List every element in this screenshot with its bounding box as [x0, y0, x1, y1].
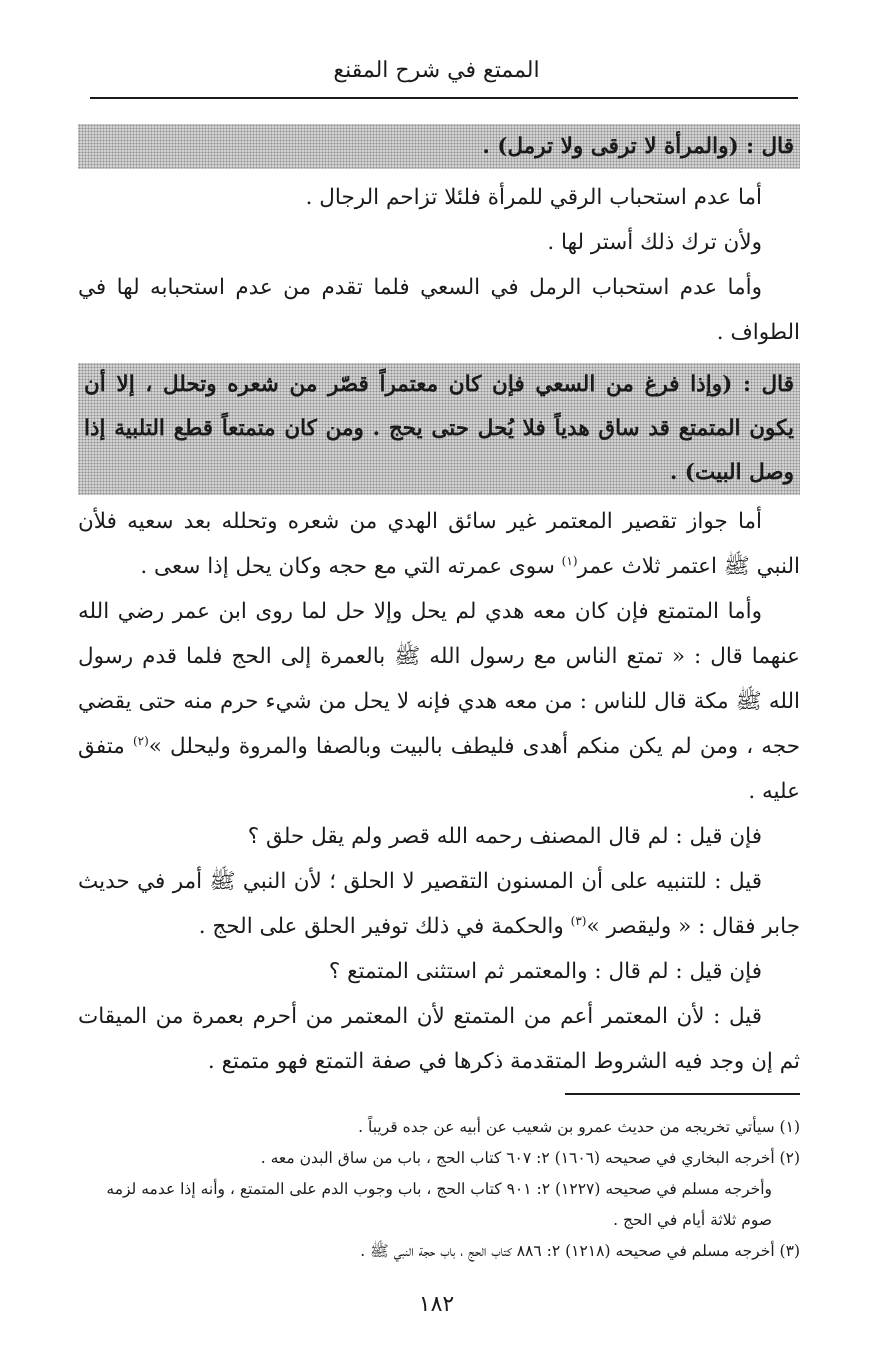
footnote-2-continued: وأخرجه مسلم في صحيحه (١٢٢٧) ٢: ٩٠١ كتاب الحج ، باب وجوب الدم على المتمتع ، وأنه إذا عدمه لزمه صوم ثلاثة أيام في الحج .	[106, 1180, 772, 1229]
paragraph-7-text-end: والحكمة في ذلك توفير الحلق على الحج .	[198, 914, 571, 939]
footnote-ref-1[interactable]: (١)	[561, 553, 578, 568]
paragraph-5-text: وأما المتمتع فإن كان معه هدي لم يحل وإلا حل لما روى ابن عمر رضي الله عنهما قال : « تمتع الناس مع رسول الله ﷺ بالعمرة إلى الحج فلما قدم رسول الله ﷺ مكة قال للناس : من معه هدي فإنه لا يحل من شيء حرم منه حتى يقضي حجه ، ومن لم يكن منكم أهدى فليطف بالبيت وبالصفا والمروة وليحلل »	[78, 599, 800, 759]
paragraph-1: أما عدم استحباب الرقي للمرأة فلئلا تزاحم الرجال .	[305, 185, 762, 210]
paragraph-4	[78, 499, 800, 589]
paragraph-6: فإن قيل : لم قال المصنف رحمه الله قصر ولم يقل حلق ؟	[247, 824, 762, 849]
footnote-1: (١) سيأتي تخريجه من حديث عمرو بن شعيب عن أبيه عن جده قريباً .	[358, 1118, 800, 1136]
footnote-2: (٢) أخرجه البخاري في صحيحه (١٦٠٦) ٢: ٦٠٧ كتاب الحج ، باب من ساق البدن معه .	[260, 1149, 800, 1167]
paragraph-2: ولأن ترك ذلك أستر لها .	[547, 230, 762, 255]
footnote-ref-2[interactable]: (٢)	[132, 733, 149, 748]
paragraph-5-text-end: متفق عليه .	[78, 734, 800, 804]
paragraph-7	[78, 859, 800, 949]
footnote-ref-3[interactable]: (٣)	[570, 913, 587, 928]
paragraph-4-text-end: سوى عمرته التي مع حجه وكان يحل إذا سعى .	[140, 554, 562, 579]
paragraph-9: قيل : لأن المعتمر أعم من المتمتع لأن المعتمر من أحرم بعمرة من الميقات ثم إن وجد فيه الشروط المتقدمة ذكرها في صفة التمتع فهو متمتع .	[78, 1004, 800, 1074]
header-rule	[90, 97, 798, 99]
matn-passage-2: قال : (وإذا فرغ من السعي فإن كان معتمراً قصّر من شعره وتحلل ، إلا أن يكون المتمتع قد ساق هدياً فلا يُحل حتى يحج . ومن كان متمتعاً قطع التلبية إذا وصل البيت) .	[78, 363, 800, 495]
paragraph-5	[78, 589, 800, 814]
footnotes	[100, 1112, 800, 1267]
paragraph-7-text: قيل : للتنبيه على أن المسنون التقصير لا الحلق ؛ لأن النبي ﷺ أمر في حديث جابر فقال : « وليقصر »	[78, 869, 800, 939]
footnote-3: (٣) أخرجه مسلم في صحيحه (١٢١٨) ٢: ٨٨٦ كتاب الحج ، باب حجة النبي ﷺ .	[360, 1242, 800, 1260]
page-number: ١٨٢	[418, 1292, 455, 1317]
paragraph-8: فإن قيل : لم قال : والمعتمر ثم استثنى المتمتع ؟	[328, 959, 762, 984]
main-text	[78, 118, 800, 1084]
running-head: الممتع في شرح المقنع	[333, 58, 540, 83]
paragraph-4-text: أما جواز تقصير المعتمر غير سائق الهدي من شعره وتحلله بعد سعيه فلأن النبي ﷺ اعتمر ثلاث عمر	[78, 509, 800, 579]
footnote-rule	[565, 1093, 800, 1095]
paragraph-3: وأما عدم استحباب الرمل في السعي فلما تقدم من عدم استحبابه لها في الطواف .	[78, 275, 800, 345]
matn-passage-1: قال : (والمرأة لا ترقى ولا ترمل) .	[78, 124, 800, 169]
